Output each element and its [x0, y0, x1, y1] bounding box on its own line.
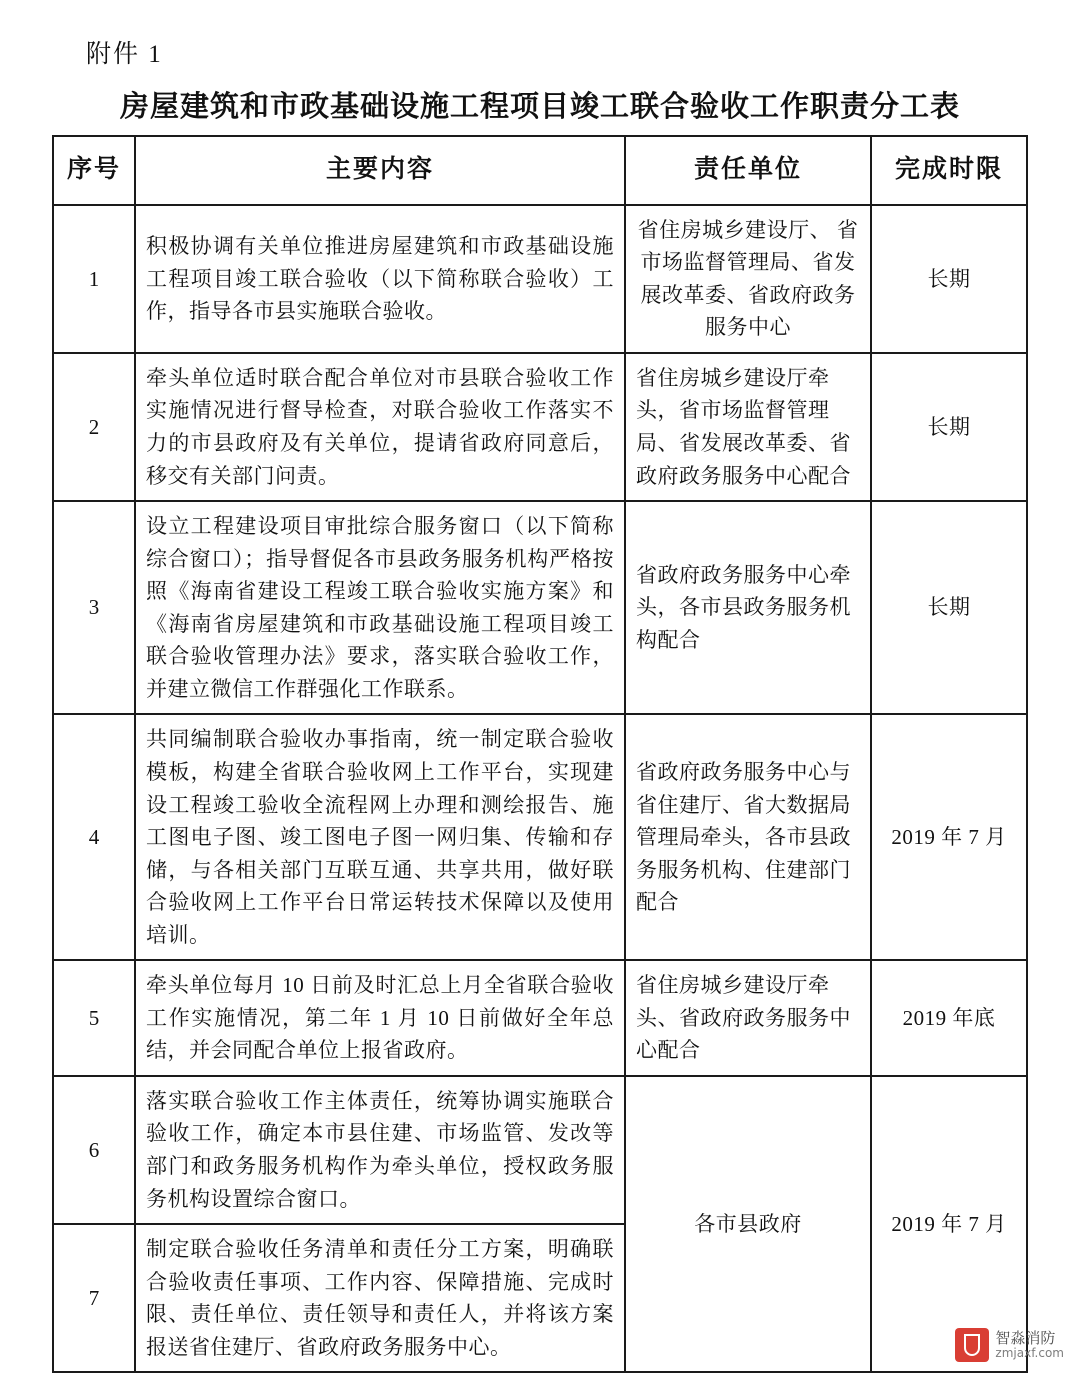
row-deadline: 长期: [871, 501, 1027, 714]
watermark: [955, 1328, 1064, 1362]
watermark-name: 智淼消防: [995, 1328, 1056, 1347]
row-content: 牵头单位适时联合配合单位对市县联合验收工作实施情况进行督导检查，对联合验收工作落实不力的市县政府及有关单位，提请省政府同意后，移交有关部门问责。: [135, 353, 625, 501]
row-deadline: 长期: [871, 205, 1027, 353]
row-unit: 省住房城乡建设厅牵头，省市场监督管理局、省发展改革委、省政府政务服务中心配合: [625, 353, 871, 501]
row-unit: 省住房城乡建设厅、 省市场监督管理局、省发展改革委、省政府政务服务中心: [625, 205, 871, 353]
row-no: 6: [53, 1076, 135, 1224]
table-header-row: [53, 136, 1027, 205]
row-no: 1: [53, 205, 135, 353]
column-header-no: 序号: [53, 136, 135, 205]
row-content: 制定联合验收任务清单和责任分工方案，明确联合验收责任事项、工作内容、保障措施、完成时限、责任单位、责任领导和责任人，并将该方案报送省住建厅、省政府政务服务中心。: [135, 1224, 625, 1372]
row-no: 2: [53, 353, 135, 501]
row-deadline-merged: 2019 年 7 月: [871, 1076, 1027, 1372]
table-row: [53, 1076, 1027, 1224]
row-content: 积极协调有关单位推进房屋建筑和市政基础设施工程项目竣工联合验收（以下简称联合验收）工作，指导各市县实施联合验收。: [135, 205, 625, 353]
table-row: [53, 960, 1027, 1076]
row-content: 落实联合验收工作主体责任，统筹协调实施联合验收工作，确定本市县住建、市场监管、发改等部门和政务服务机构作为牵头单位，授权政务服务机构设置综合窗口。: [135, 1076, 625, 1224]
column-header-deadline: 完成时限: [871, 136, 1027, 205]
row-content: 牵头单位每月 10 日前及时汇总上月全省联合验收工作实施情况，第二年 1 月 10 日前做好全年总结，并会同配合单位上报省政府。: [135, 960, 625, 1076]
row-no: 5: [53, 960, 135, 1076]
table-row: [53, 501, 1027, 714]
row-unit: 省住房城乡建设厅牵头、省政府政务服务中心配合: [625, 960, 871, 1076]
row-content: 设立工程建设项目审批综合服务窗口（以下简称综合窗口）；指导督促各市县政务服务机构严格按照《海南省建设工程竣工联合验收实施方案》和《海南省房屋建筑和市政基础设施工程项目竣工联合验收管理办法》要求，落实联合验收工作，并建立微信工作群强化工作联系。: [135, 501, 625, 714]
watermark-text: [995, 1328, 1064, 1360]
shield-icon: [955, 1328, 989, 1362]
row-deadline: 2019 年 7 月: [871, 714, 1027, 960]
row-unit: 省政府政务服务中心牵头，各市县政务服务机构配合: [625, 501, 871, 714]
page-title: 房屋建筑和市政基础设施工程项目竣工联合验收工作职责分工表: [119, 89, 960, 123]
column-header-unit: 责任单位: [625, 136, 871, 205]
row-deadline: 2019 年底: [871, 960, 1027, 1076]
attachment-label: 附件 1: [86, 41, 163, 68]
table-row: [53, 714, 1027, 960]
row-unit: 省政府政务服务中心与省住建厅、省大数据局管理局牵头，各市县政务服务机构、住建部门配合: [625, 714, 871, 960]
row-no: 4: [53, 714, 135, 960]
row-unit-merged: 各市县政府: [625, 1076, 871, 1372]
table-row: [53, 205, 1027, 353]
table-row: [53, 353, 1027, 501]
responsibility-table: [52, 135, 1028, 1373]
row-no: 3: [53, 501, 135, 714]
row-deadline: 长期: [871, 353, 1027, 501]
row-no: 7: [53, 1224, 135, 1372]
column-header-content: 主要内容: [135, 136, 625, 205]
row-content: 共同编制联合验收办事指南，统一制定联合验收模板，构建全省联合验收网上工作平台，实现建设工程竣工验收全流程网上办理和测绘报告、施工图电子图、竣工图电子图一网归集、传输和存储，与各相关部门互联互通、共享共用，做好联合验收网上工作平台日常运转技术保障以及使用培训。: [135, 714, 625, 960]
watermark-url: zmjaxf.com: [995, 1345, 1064, 1360]
